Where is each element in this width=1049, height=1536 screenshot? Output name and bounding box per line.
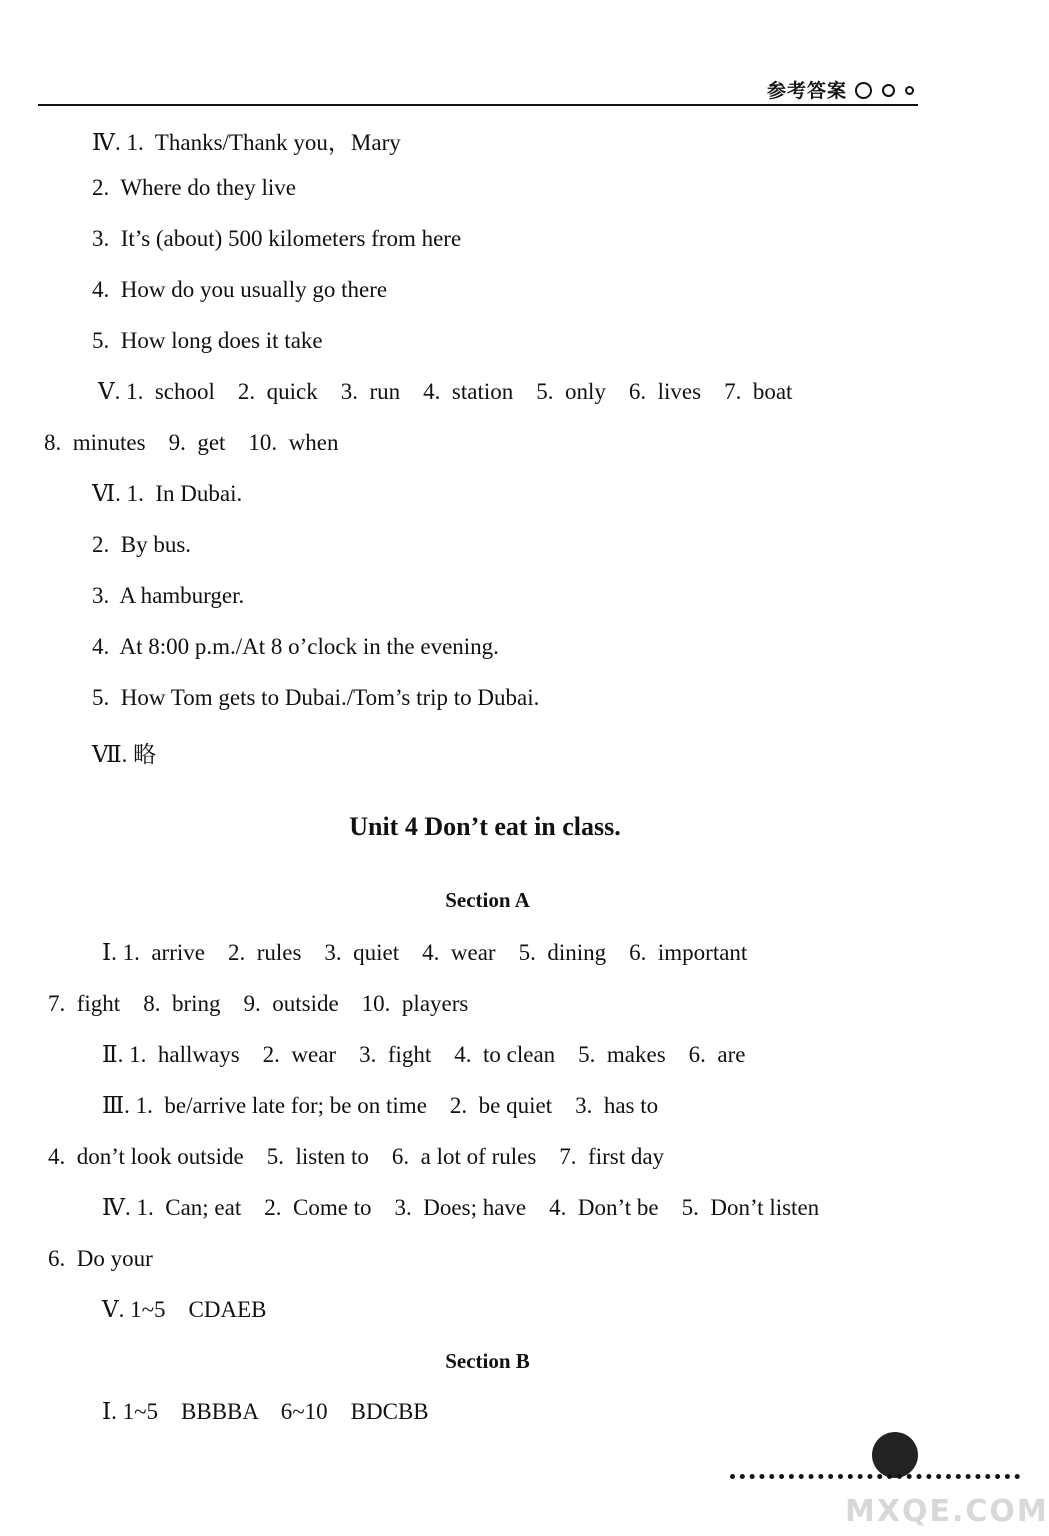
- answer-line: 5. How long does it take: [92, 328, 323, 353]
- answer-line: Ⅶ. 略: [92, 742, 157, 767]
- answer-line: 7. fight 8. bring 9. outside 10. players: [48, 991, 469, 1016]
- section-b-title: Section B: [445, 1349, 530, 1373]
- circle-icon: [882, 84, 895, 97]
- answer-line: Ⅱ. 1. hallways 2. wear 3. fight 4. to clean 5. makes 6. are: [102, 1042, 746, 1067]
- answer-line: Ⅳ. 1. Can; eat 2. Come to 3. Does; have 4. Don’t be 5. Don’t listen: [102, 1195, 820, 1220]
- circle-icon: [905, 86, 914, 95]
- page-header-title: 参考答案: [766, 80, 847, 102]
- section-a-title: Section A: [445, 888, 530, 912]
- answer-line: 8. minutes 9. get 10. when: [44, 430, 339, 455]
- watermark: MXQE.COM: [845, 1494, 1049, 1529]
- unit-title: Unit 4 Don’t eat in class.: [349, 812, 621, 841]
- answer-line: Ⅳ. 1. Thanks/Thank you，Mary: [92, 130, 401, 155]
- answer-line: 4. How do you usually go there: [92, 277, 388, 302]
- answer-line: 3. It’s (about) 500 kilometers from here: [92, 226, 462, 251]
- watermark-logo-icon: [872, 1432, 918, 1478]
- dotted-rule: [730, 1474, 1020, 1479]
- answer-line: 2. Where do they live: [92, 175, 296, 200]
- header-rule: [38, 104, 918, 106]
- answer-line: Ⅰ. 1~5 BBBBA 6~10 BDCBB: [102, 1399, 429, 1424]
- answer-line: 3. A hamburger.: [92, 583, 245, 608]
- answer-line: 2. By bus.: [92, 532, 192, 557]
- answer-line: Ⅲ. 1. be/arrive late for; be on time 2. be quiet 3. has to: [102, 1093, 659, 1118]
- answer-line: Ⅴ. 1~5 CDAEB: [102, 1297, 267, 1322]
- answer-line: 4. don’t look outside 5. listen to 6. a lot of rules 7. first day: [48, 1144, 665, 1169]
- answer-line: Ⅴ. 1. school 2. quick 3. run 4. station 5. only 6. lives 7. boat: [98, 379, 793, 404]
- answer-line: Ⅰ. 1. arrive 2. rules 3. quiet 4. wear 5. dining 6. important: [102, 940, 748, 965]
- answer-line: 5. How Tom gets to Dubai./Tom’s trip to Dubai.: [92, 685, 540, 710]
- answer-line: 6. Do your: [48, 1246, 153, 1271]
- answer-line: Ⅵ. 1. In Dubai.: [92, 481, 243, 506]
- answer-line: 4. At 8:00 p.m./At 8 o’clock in the evening.: [92, 634, 499, 659]
- circle-icon: [855, 82, 872, 99]
